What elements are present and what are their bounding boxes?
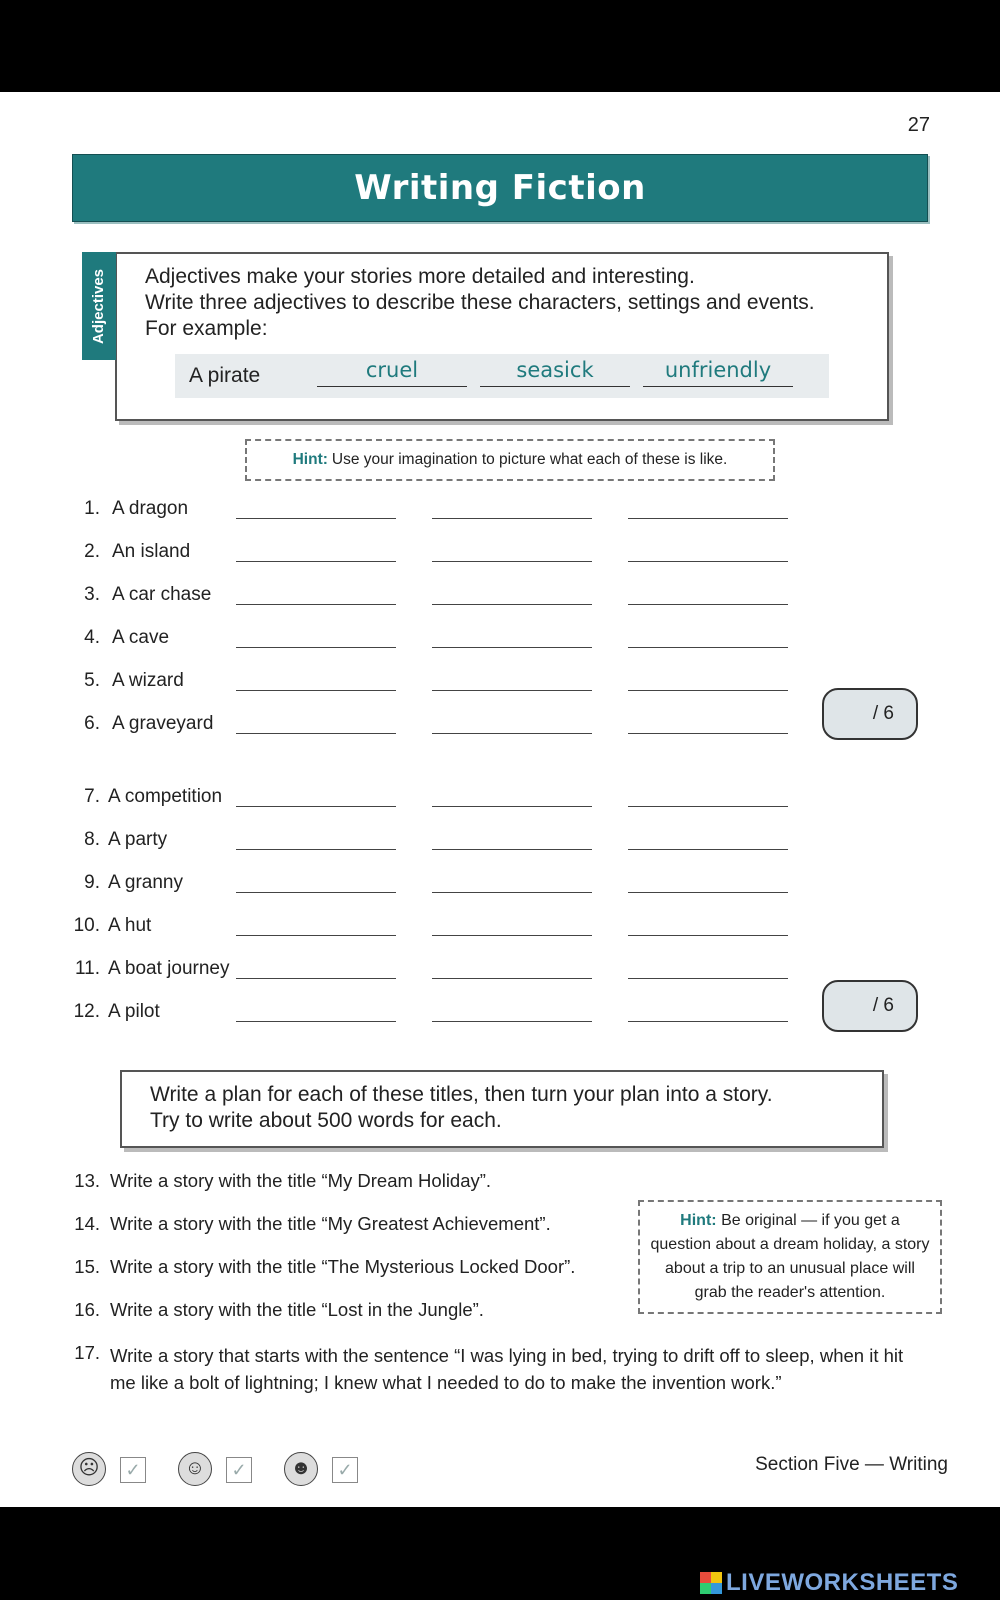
question-number: 2. — [84, 541, 100, 562]
question-number: 10. — [73, 915, 100, 936]
hint-text: Use your imagination to picture what each of these is like. — [331, 451, 728, 468]
page-number: 27 — [907, 114, 930, 136]
answer-blank[interactable] — [236, 604, 396, 605]
title-banner — [72, 154, 928, 222]
hint-box-side — [638, 1200, 942, 1314]
answer-blank[interactable] — [628, 690, 788, 691]
answer-blank[interactable] — [628, 561, 788, 562]
section-footer: Section Five — Writing — [755, 1454, 948, 1475]
page-title: Writing Fiction — [354, 168, 646, 208]
answer-blank[interactable] — [432, 1021, 592, 1022]
answer-blank[interactable] — [432, 806, 592, 807]
task-number: 16. — [74, 1299, 100, 1320]
instruction-line: For example: — [145, 317, 268, 340]
example-label: A pirate — [189, 364, 261, 387]
answer-blank[interactable] — [432, 849, 592, 850]
plan-instruction-box — [120, 1070, 884, 1148]
question-number: 12. — [73, 1001, 100, 1022]
hint-content — [650, 1209, 930, 1305]
example-word: cruel — [317, 358, 467, 387]
hint-box-top — [245, 439, 775, 481]
answer-blank[interactable] — [628, 1021, 788, 1022]
question-number: 3. — [84, 584, 100, 605]
instruction-line: Adjectives make your stories more detailed and interesting. — [145, 265, 695, 288]
question-number: 5. — [84, 670, 100, 691]
answer-blank[interactable] — [628, 604, 788, 605]
question-number: 4. — [84, 627, 100, 648]
question-label: A granny — [108, 872, 183, 893]
adjectives-tab-label: Adjectives — [90, 268, 108, 344]
plan-instructions — [150, 1082, 773, 1134]
answer-blank[interactable] — [628, 733, 788, 734]
example-word: unfriendly — [643, 358, 793, 387]
question-label: A car chase — [112, 584, 212, 605]
answer-blank[interactable] — [432, 892, 592, 893]
question-number: 8. — [84, 829, 100, 850]
answer-blank[interactable] — [236, 647, 396, 648]
answer-blank[interactable] — [432, 733, 592, 734]
question-number: 1. — [84, 498, 100, 519]
checkbox-icon[interactable]: ✓ — [332, 1457, 358, 1483]
score-box: / 6 — [822, 980, 918, 1032]
adjectives-tab — [82, 252, 116, 360]
sad-face-icon: ☹ — [72, 1452, 106, 1486]
example-word: seasick — [480, 358, 630, 387]
task-number: 17. — [74, 1342, 100, 1363]
task-number: 14. — [74, 1213, 100, 1234]
answer-blank[interactable] — [628, 892, 788, 893]
task-text: Write a story with the title “My Greatest Achievement”. — [110, 1213, 551, 1234]
answer-blank[interactable] — [628, 849, 788, 850]
task-number: 13. — [74, 1170, 100, 1191]
answer-blank[interactable] — [628, 978, 788, 979]
adjectives-instruction-box — [115, 252, 889, 421]
answer-blank[interactable] — [432, 978, 592, 979]
answer-blank[interactable] — [236, 935, 396, 936]
question-label: A boat journey — [108, 958, 230, 979]
question-label: A pilot — [108, 1001, 160, 1022]
answer-blank[interactable] — [236, 690, 396, 691]
task-text: Write a story with the title “My Dream Holiday”. — [110, 1170, 492, 1191]
instruction-line: Write three adjectives to describe these characters, settings and events. — [145, 291, 815, 314]
question-number: 11. — [74, 958, 100, 979]
hint-text: Be original — if you get a question about a dream holiday, a story about a trip to an unusual place will grab the reader's attention. — [650, 1212, 930, 1301]
answer-blank[interactable] — [236, 892, 396, 893]
hint-label: Hint: — [680, 1212, 717, 1229]
answer-blank[interactable] — [236, 518, 396, 519]
task-text: Write a story with the title “The Mysterious Locked Door”. — [110, 1256, 576, 1277]
checkbox-icon[interactable]: ✓ — [226, 1457, 252, 1483]
question-number: 6. — [84, 713, 100, 734]
answer-blank[interactable] — [432, 690, 592, 691]
brand-name: LIVEWORKSHEETS — [726, 1569, 959, 1596]
brand-logo-icon — [700, 1572, 722, 1594]
question-label: A dragon — [112, 498, 189, 519]
instruction-line: Write a plan for each of these titles, then turn your plan into a story. — [150, 1083, 773, 1106]
answer-blank[interactable] — [628, 518, 788, 519]
answer-blank[interactable] — [236, 561, 396, 562]
worksheet-page — [0, 92, 1000, 1507]
answer-blank[interactable] — [628, 935, 788, 936]
answer-blank[interactable] — [432, 647, 592, 648]
answer-blank[interactable] — [236, 806, 396, 807]
liveworksheets-brand — [700, 1570, 958, 1596]
question-label: A cave — [112, 627, 170, 648]
neutral-face-icon: ☺ — [178, 1452, 212, 1486]
answer-blank[interactable] — [628, 647, 788, 648]
question-number: 9. — [84, 872, 100, 893]
answer-blank[interactable] — [432, 935, 592, 936]
hint-label: Hint: — [292, 451, 328, 468]
task-text: Write a story that starts with the sentence “I was lying in bed, trying to drift off to sleep, when it hit me like a bolt of lightning; I knew what I needed to do to make the invention work.” — [110, 1345, 904, 1393]
example-row — [175, 354, 829, 398]
answer-blank[interactable] — [236, 733, 396, 734]
question-label: A wizard — [112, 670, 184, 691]
answer-blank[interactable] — [432, 518, 592, 519]
instruction-line: Try to write about 500 words for each. — [150, 1109, 502, 1132]
question-label: A party — [108, 829, 168, 850]
score-box: / 6 — [822, 688, 918, 740]
answer-blank[interactable] — [432, 604, 592, 605]
question-label: A graveyard — [112, 713, 214, 734]
question-label: A competition — [108, 786, 223, 807]
question-label: An island — [112, 541, 191, 562]
task-number: 15. — [74, 1256, 100, 1277]
happy-face-icon: ☻ — [284, 1452, 318, 1486]
task-text: Write a story with the title “Lost in the Jungle”. — [110, 1299, 484, 1320]
answer-blank[interactable] — [236, 1021, 396, 1022]
adjectives-instructions — [145, 264, 815, 342]
checkbox-icon[interactable]: ✓ — [120, 1457, 146, 1483]
answer-blank[interactable] — [236, 849, 396, 850]
question-label: A hut — [108, 915, 152, 936]
answer-blank[interactable] — [628, 806, 788, 807]
question-number: 7. — [84, 786, 100, 807]
answer-blank[interactable] — [432, 561, 592, 562]
answer-blank[interactable] — [236, 978, 396, 979]
